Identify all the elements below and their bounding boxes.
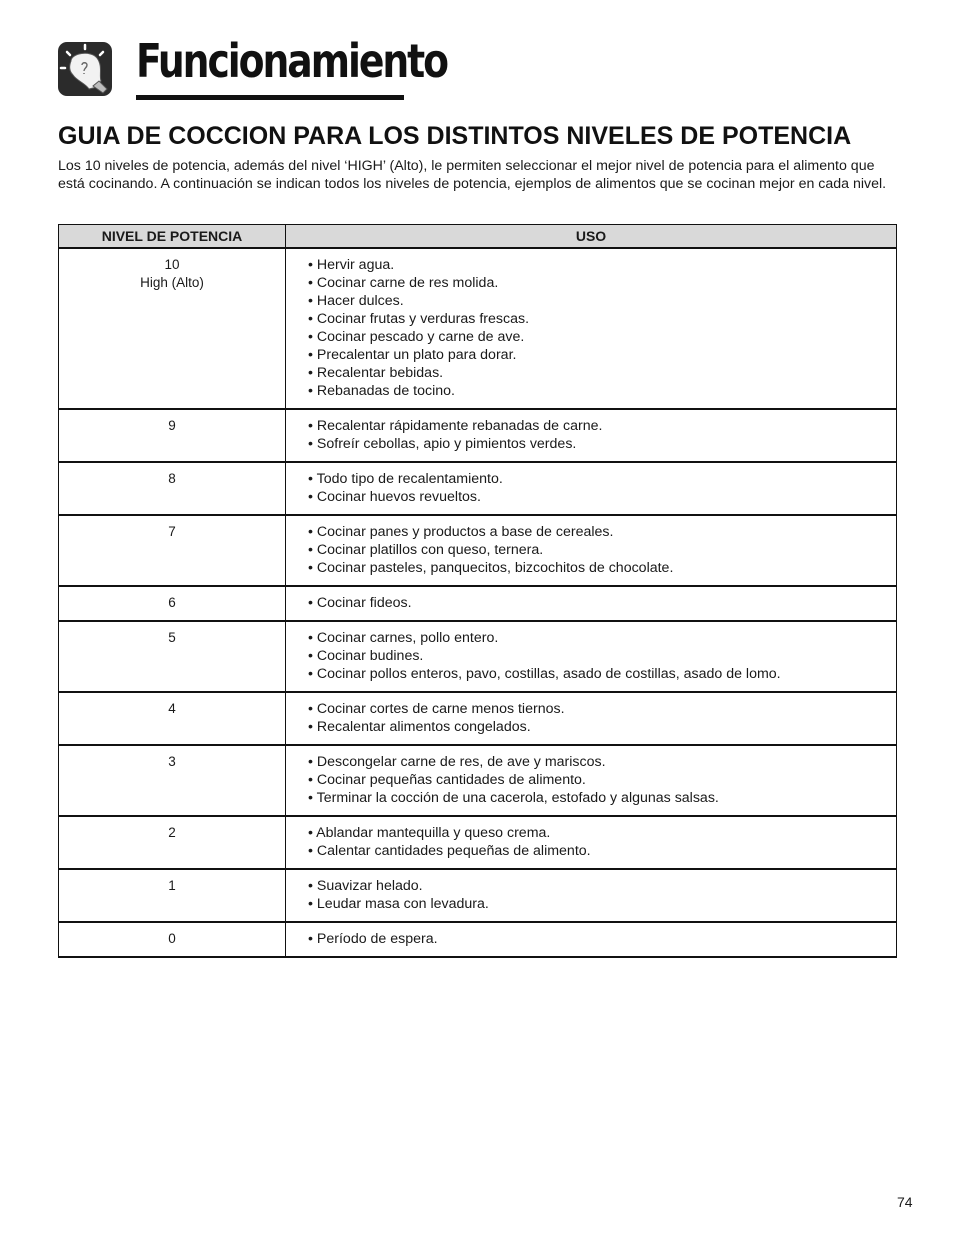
uses-cell — [286, 745, 897, 816]
use-item: • Cocinar frutas y verduras frescas. — [308, 311, 530, 327]
use-item: • Cocinar panes y productos a base de cereales. — [308, 524, 614, 540]
use-item: • Cocinar platillos con queso, ternera. — [308, 542, 544, 558]
table-row — [59, 409, 897, 462]
page-title: Funcionamiento — [136, 34, 448, 88]
power-level-value: 6 — [168, 595, 176, 610]
title-underline — [136, 95, 404, 100]
use-item: • Hervir agua. — [308, 257, 395, 273]
use-item: • Todo tipo de recalentamiento. — [308, 471, 503, 487]
table-row — [59, 621, 897, 692]
use-item: • Cocinar pasteles, panquecitos, bizcochitos de chocolate. — [308, 560, 674, 576]
power-level-cell — [59, 409, 286, 462]
table-row — [59, 586, 897, 621]
use-item: • Rebanadas de tocino. — [308, 383, 455, 399]
uses-cell — [286, 586, 897, 621]
uses-cell — [286, 515, 897, 586]
power-level-value: 5 — [168, 630, 176, 645]
use-item: • Cocinar pescado y carne de ave. — [308, 329, 525, 345]
power-level-cell — [59, 621, 286, 692]
power-level-cell — [59, 745, 286, 816]
power-level-value: 9 — [168, 418, 176, 433]
intro-paragraph: Los 10 niveles de potencia, además del nivel ‘HIGH’ (Alto), le permiten seleccionar el mejor nivel de potencia para el alimento que está cocinando. A continuación se indican todos los niveles de potencia, ejemplos de alimentos que se cocinan mejor en cada nivel. — [58, 158, 887, 192]
use-item: • Período de espera. — [308, 931, 438, 947]
use-item: • Cocinar budines. — [308, 648, 424, 664]
table-row — [59, 816, 897, 869]
table-row — [59, 869, 897, 922]
power-level-cell — [59, 692, 286, 745]
power-level-cell — [59, 515, 286, 586]
uses-cell — [286, 922, 897, 957]
use-item: • Precalentar un plato para dorar. — [308, 347, 517, 363]
power-level-value: 4 — [168, 701, 176, 716]
use-item: • Cocinar fideos. — [308, 595, 412, 611]
power-level-value: 2 — [168, 825, 176, 840]
uses-cell — [286, 462, 897, 515]
power-level-cell — [59, 586, 286, 621]
table-body — [59, 248, 897, 957]
lightbulb-icon — [57, 41, 113, 97]
power-level-value: High (Alto) — [140, 275, 204, 290]
page-number: 74 — [897, 1194, 913, 1210]
table-row — [59, 922, 897, 957]
use-item: • Cocinar cortes de carne menos tiernos. — [308, 701, 565, 717]
uses-cell — [286, 692, 897, 745]
power-level-value: 8 — [168, 471, 176, 486]
power-level-value: 3 — [168, 754, 176, 769]
uses-cell — [286, 869, 897, 922]
table-header-row — [59, 225, 897, 249]
power-level-cell — [59, 248, 286, 409]
power-level-value: 7 — [168, 524, 176, 539]
power-level-value: 1 — [168, 878, 176, 893]
power-level-value: 0 — [168, 931, 176, 946]
table-row — [59, 692, 897, 745]
power-level-cell — [59, 869, 286, 922]
use-item: • Cocinar pequeñas cantidades de alimento. — [308, 772, 586, 788]
power-level-cell — [59, 922, 286, 957]
power-level-cell — [59, 462, 286, 515]
use-item: • Recalentar rápidamente rebanadas de carne. — [308, 418, 603, 434]
use-item: • Calentar cantidades pequeñas de alimento. — [308, 843, 591, 859]
table-row — [59, 515, 897, 586]
power-level-value: 10 — [164, 257, 180, 272]
uses-cell — [286, 621, 897, 692]
use-item: • Ablandar mantequilla y queso crema. — [308, 825, 551, 841]
table-row — [59, 745, 897, 816]
use-item: • Cocinar carne de res molida. — [308, 275, 499, 291]
table-row — [59, 462, 897, 515]
use-item: • Recalentar alimentos congelados. — [308, 719, 531, 735]
power-level-cell — [59, 816, 286, 869]
use-item: • Leudar masa con levadura. — [308, 896, 489, 912]
use-item: • Terminar la cocción de una cacerola, estofado y algunas salsas. — [308, 790, 719, 806]
use-item: • Suavizar helado. — [308, 878, 423, 894]
use-item: • Cocinar huevos revueltos. — [308, 489, 481, 505]
use-item: • Hacer dulces. — [308, 293, 404, 309]
use-item: • Recalentar bebidas. — [308, 365, 444, 381]
uses-cell — [286, 248, 897, 409]
table-row — [59, 248, 897, 409]
use-item: • Descongelar carne de res, de ave y mariscos. — [308, 754, 606, 770]
section-title: GUIA DE COCCION PARA LOS DISTINTOS NIVELES DE POTENCIA — [58, 122, 852, 150]
uses-cell — [286, 409, 897, 462]
use-item: • Sofreír cebollas, apio y pimientos verdes. — [308, 436, 577, 452]
column-header-uses: USO — [286, 225, 897, 249]
use-item: • Cocinar pollos enteros, pavo, costillas, asado de costillas, asado de lomo. — [308, 666, 781, 682]
power-level-table — [58, 224, 897, 958]
use-item: • Cocinar carnes, pollo entero. — [308, 630, 499, 646]
uses-cell — [286, 816, 897, 869]
column-header-level: NIVEL DE POTENCIA — [59, 225, 286, 249]
